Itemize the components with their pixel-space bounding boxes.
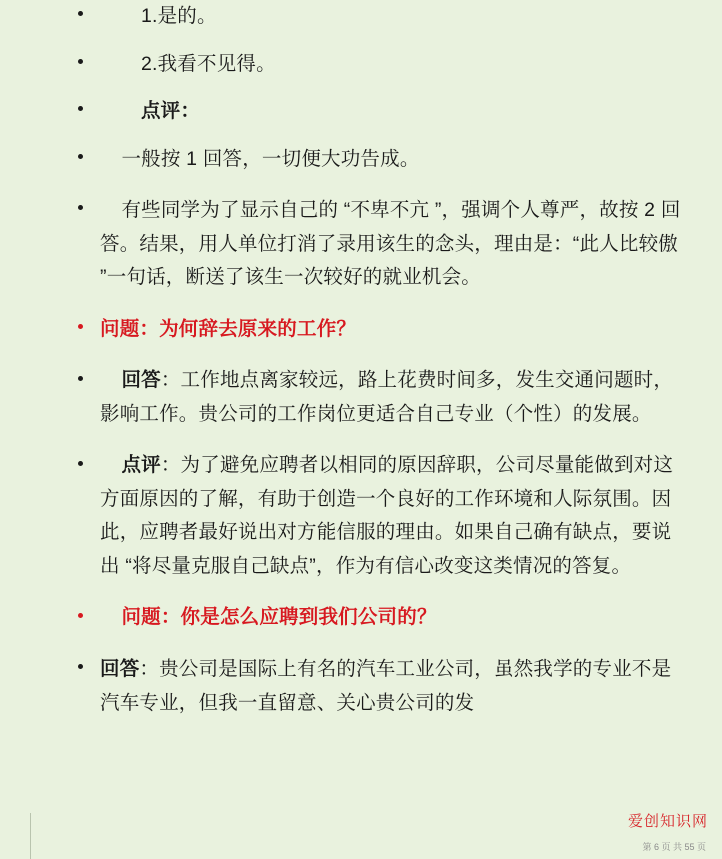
list-item-answer <box>0 653 722 720</box>
bullet-point-icon <box>78 376 83 381</box>
list-item-paragraph <box>0 194 722 295</box>
page-footer: 第 6 页 共 55 页 <box>642 842 706 852</box>
watermark: 爱创知识网 <box>627 813 708 830</box>
list-item-text: 2.我看不见得。 <box>140 52 276 75</box>
list-item-text: 有些同学为了显示自己的 “不卑不亢 ”，强调个人尊严，故按 2 回答。结果，用人单位打消了录用该生的念头，理由是：“此人比较傲 ”一句话，断送了该生一次较好的就业机会。 <box>100 199 681 289</box>
list-item-answer <box>0 364 722 431</box>
bullet-point-icon <box>78 664 83 669</box>
question-text: ：你是怎么应聘到我们公司的？ <box>160 606 437 629</box>
list-item-text: 一般按 1 回答，一切便大功告成。 <box>121 147 420 170</box>
list-item-text: 1.是的。 <box>140 5 217 27</box>
list-item-review <box>0 449 722 583</box>
question-label: 问题 <box>100 317 140 340</box>
answer-label: 回答 <box>121 369 161 392</box>
list-item-review-heading <box>0 95 722 129</box>
review-text: ：为了避免应聘者以相同的原因辞职，公司尽量能做到对这方面原因的了解，有助于创造一个良好的工作环境和人际氛围。因此，应聘者最好说出对方能信服的理由。如果自己确有缺点，要说出 “将尽量克服自己缺点”，作为有信心改变这类情况的答复。 <box>100 454 674 577</box>
bullet-point-icon <box>78 324 83 329</box>
review-label: 点评 <box>121 454 161 477</box>
list-item-question <box>0 313 722 347</box>
bullet-point-icon <box>78 154 83 159</box>
bullet-point-icon <box>78 11 83 16</box>
answer-text: ：工作地点离家较远，路上花费时间多，发生交通问题时，影响工作。贵公司的工作岗位更适合自己专业（个性）的发展。 <box>100 369 674 425</box>
list-item <box>0 143 722 177</box>
bullet-point-icon <box>78 106 83 111</box>
review-colon: ： <box>180 100 201 123</box>
review-label: 点评 <box>140 100 181 123</box>
answer-text: ：贵公司是国际上有名的汽车工业公司，虽然我学的专业不是汽车专业，但我一直留意、关心贵公司的发 <box>100 657 672 714</box>
list-item-question <box>0 601 722 635</box>
page-bottom-strip <box>0 837 722 859</box>
answer-label: 回答 <box>100 657 140 680</box>
margin-rule <box>30 813 31 859</box>
list-item <box>0 48 722 82</box>
list-item <box>0 0 722 34</box>
question-text: ：为何辞去原来的工作？ <box>139 317 357 340</box>
question-label: 问题 <box>121 606 161 629</box>
bullet-point-icon <box>78 461 83 466</box>
bullet-point-icon <box>78 613 83 618</box>
bullet-point-icon <box>78 59 83 64</box>
bullet-point-icon <box>78 205 83 210</box>
